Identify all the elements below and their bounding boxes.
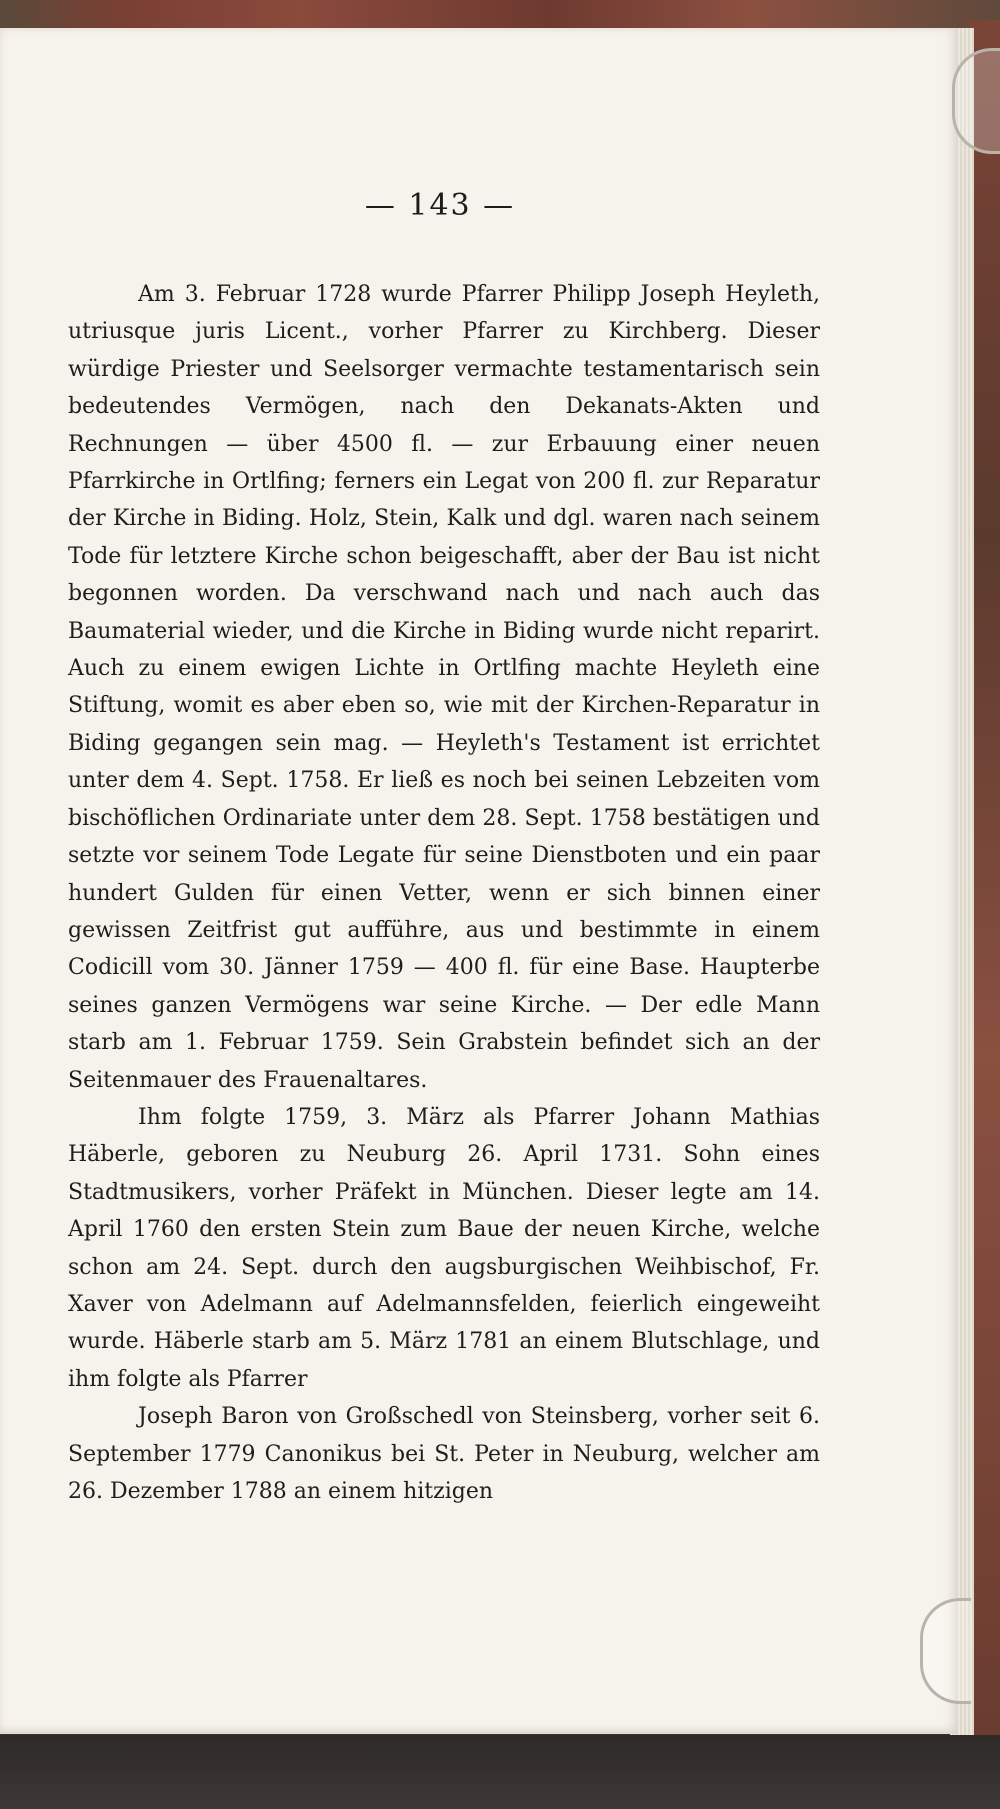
book-page (0, 28, 958, 1734)
page-clip-bottom (920, 1598, 971, 1704)
paragraph-grossschedl: Joseph Baron von Großschedl von Steinsberg, vorher seit 6. September 1779 Canonikus bei St. Peter in Neuburg, welcher am 26. Dezember 1788 an einem hitzigen (68, 1404, 820, 1504)
paragraph-haeberle: Ihm folgte 1759, 3. März als Pfarrer Johann Mathias Häberle, geboren zu Neuburg 26. April 1731. Sohn eines Stadtmusikers, vorher Präfekt in München. Dieser legte am 14. April 1760 den ersten Stein zum Baue der neuen Kirche, welche schon am 24. Sept. durch den augsburgischen Weihbischof, Fr. Xaver von Adelmann auf Adelmannsfelden, feierlich eingeweiht wurde. Häberle starb am 5. März 1781 an einem Blutschlage, und ihm folgte als Pfarrer (68, 1104, 820, 1392)
paragraph-heyleth: Am 3. Februar 1728 wurde Pfarrer Philipp Joseph Heyleth, utriusque juris Licent., vorher Pfarrer zu Kirchberg. Dieser würdige Priester und Seelsorger vermachte testamentarisch sein bedeutendes Vermögen, nach den Dekanats-Akten und Rechnungen — über 4500 fl. — zur Erbauung einer neuen Pfarrkirche in Ortlfing; ferners ein Legat von 200 fl. zur Reparatur der Kirche in Biding. Holz, Stein, Kalk und dgl. waren nach seinem Tode für letztere Kirche schon beigeschafft, aber der Bau ist nicht begonnen worden. Da verschwand nach und nach auch das Baumaterial wieder, und die Kirche in Biding wurde nicht reparirt. Auch zu einem ewigen Lichte in Ortlfing machte Heyleth eine Stiftung, womit es aber eben so, wie mit der Kirchen-Reparatur in Biding gegangen sein mag. — Heyleth's Testament ist errichtet unter dem 4. Sept. 1758. Er ließ es noch bei seinen Lebzeiten vom bischöflichen Ordinariate unter dem 28. Sept. 1758 bestätigen und setzte vor seinem Tode Legate für seine Dienstboten und ein paar hundert Gulden für einen Vetter, wenn er sich binnen einer gewissen Zeitfrist gut aufführe, aus und bestimmte in einem Codicill vom 30. Jänner 1759 — 400 fl. für eine Base. Haupterbe seines ganzen Vermögens war seine Kirche. — Der edle Mann starb am 1. Februar 1759. Sein Grabstein befindet sich an der Seitenmauer des Frauenaltares. (68, 282, 820, 1093)
body-text (68, 276, 820, 1510)
page-clip-top (952, 48, 1000, 154)
book-cover-bottom (0, 1735, 1000, 1809)
page-number: — 143 — (364, 188, 516, 223)
